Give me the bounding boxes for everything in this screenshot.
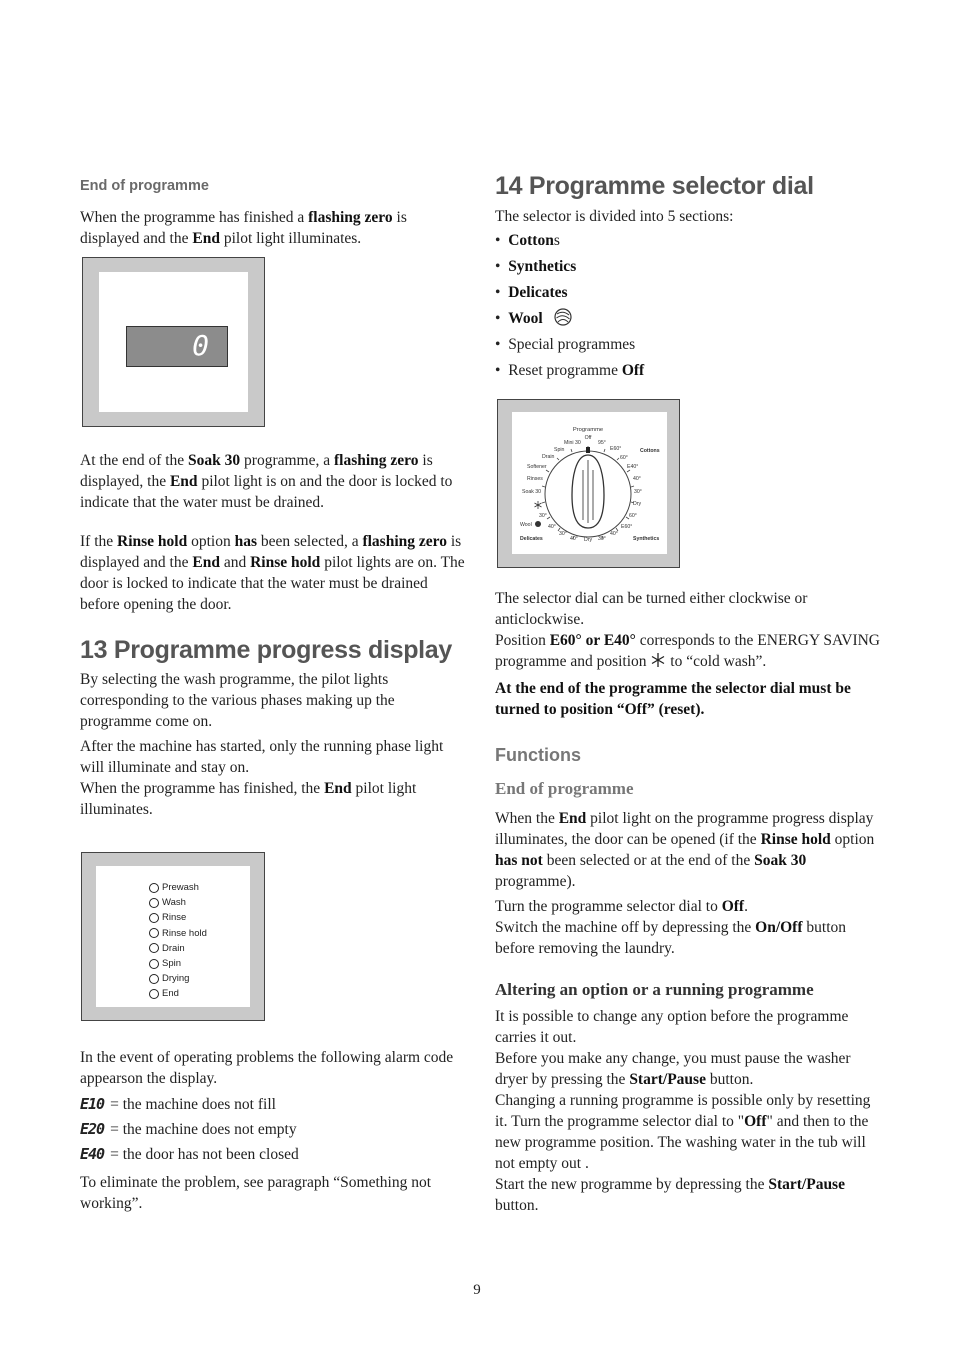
altering-heading: Altering an option or a running programme <box>495 980 814 999</box>
indicator-rinse-hold: Rinse hold <box>149 926 207 941</box>
list-item: • Synthetics <box>495 258 577 275</box>
end-of-programme-heading: End of programme <box>80 178 209 194</box>
end-door-paragraph: When the End pilot light on the programme progress display illuminates, the door can be opened (if the Rinse hold option has not been selected or at the end of the Soak 30 programme). <box>495 810 875 890</box>
alarm-list <box>80 1092 465 1167</box>
indicator-wash: Wash <box>149 895 207 910</box>
soak-paragraph: At the end of the Soak 30 programme, a flashing zero is displayed, the End pilot light is on and the door is locked to indicate that the water must be drained. <box>80 452 453 511</box>
selector-sections-list <box>495 228 880 384</box>
dial-label-drain: Drain <box>542 454 555 460</box>
section-13-paragraph-3: When the programme has finished, the End pilot light illuminates. <box>80 780 417 818</box>
dial-section-delicates: Delicates <box>520 536 543 542</box>
dial-label-s40: 40° <box>610 531 618 537</box>
wool-icon <box>553 307 573 327</box>
left-column-2 <box>80 450 465 820</box>
dial-label-dry: Dry <box>633 501 642 507</box>
section-14-title: 14 Programme selector dial <box>495 172 814 200</box>
dial-label-softener: Softener <box>527 464 547 470</box>
progress-display-panel <box>81 852 265 1021</box>
dial-label-rinses: Rinses <box>527 476 543 482</box>
eliminate-paragraph: To eliminate the problem, see paragraph “Something not working”. <box>80 1174 432 1212</box>
dial-label-d40b: 40° <box>570 536 578 542</box>
dial-label-60: 60° <box>620 455 628 461</box>
dial-label-s30b: 30° <box>598 536 606 542</box>
dial-label-s60: 60° <box>629 513 637 519</box>
cold-wash-icon <box>650 652 666 668</box>
altering-paragraph-1: It is possible to change any option before the programme carries it out. <box>495 1008 849 1046</box>
altering-paragraph-2: Before you make any change, you must pause the washer dryer by pressing the Start/Pause button. <box>495 1050 851 1088</box>
dial-label-e60: E60° <box>610 446 622 452</box>
alarm-code: E40 <box>80 1145 105 1163</box>
altering-paragraph-3: Changing a running programme is possible only by resetting it. Turn the programme selector dial to "Off" and then to the new programme position. The washing water in the tub will not empty out . <box>495 1092 871 1172</box>
page-number: 9 <box>473 1282 481 1298</box>
turn-off-paragraph: Turn the programme selector dial to Off. <box>495 898 748 915</box>
list-item: • Special programmes <box>495 336 636 353</box>
cold-wash-icon <box>535 501 542 509</box>
switch-off-paragraph: Switch the machine off by depressing the On/Off button before removing the laundry. <box>495 919 847 957</box>
indicator-rinse: Rinse <box>149 910 207 925</box>
alarm-code: E20 <box>80 1120 105 1138</box>
dial-label-40: 40° <box>633 476 641 482</box>
list-item: • Delicates <box>495 284 568 301</box>
left-column <box>80 176 465 249</box>
left-column-3 <box>80 1047 465 1214</box>
dial-section-synthetics: Synthetics <box>633 536 660 542</box>
alarm-row: E20 = the machine does not empty <box>80 1120 297 1138</box>
dial-title: Programme <box>572 427 604 433</box>
right-column <box>495 172 880 384</box>
dial-pointer <box>586 447 590 453</box>
section-13-paragraph-2: After the machine has started, only the running phase light will illuminate and stay on. <box>80 738 444 776</box>
functions-heading: Functions <box>495 745 581 765</box>
dial-label-wool: Wool <box>520 522 532 528</box>
list-item: • Wool <box>495 306 880 332</box>
section-13-paragraph-1: By selecting the wash programme, the pilot lights corresponding to the various phases making up the programme come on. <box>80 671 395 730</box>
indicator-spin: Spin <box>149 956 207 971</box>
dial-label-95: 95° <box>598 440 606 446</box>
dial-label-off: Off <box>584 435 592 441</box>
indicator-prewash: Prewash <box>149 880 207 895</box>
indicator-drying: Drying <box>149 971 207 986</box>
dial-section-cottons: Cottons <box>640 448 660 454</box>
dial-label-mini: Mini 30 <box>564 440 581 446</box>
selector-intro: The selector is divided into 5 sections: <box>495 208 734 225</box>
rinse-hold-paragraph: If the Rinse hold option has been selected, a flashing zero is displayed and the End and Rinse hold pilot lights are on. The door is locked to indicate that the water must be drained before opening the door. <box>80 533 465 613</box>
wool-small-icon <box>535 521 541 527</box>
lcd-digit: 0 <box>192 329 209 362</box>
turn-paragraph: The selector dial can be turned either clockwise or anticlockwise. <box>495 590 808 628</box>
energy-saving-paragraph: Position E60° or E40° corresponds to the ENERGY SAVING programme and position to “cold wash”. <box>495 632 880 670</box>
dial-label-30: 30° <box>634 489 642 495</box>
display-panel <box>82 257 265 427</box>
dial-label-soak: Soak 30 <box>522 489 542 495</box>
dial-label-dry2: Dry <box>584 537 593 543</box>
altering-paragraph-4: Start the new programme by depressing the Start/Pause button. <box>495 1176 845 1214</box>
dial-label-e60b: E60° <box>621 524 633 530</box>
right-column-2 <box>495 588 880 1216</box>
list-item: • Reset programme Off <box>495 362 645 379</box>
dial-label-e40: E40° <box>627 464 639 470</box>
selector-dial-panel <box>497 399 680 568</box>
end-paragraph: When the programme has finished a flashing zero is displayed and the End pilot light illuminates. <box>80 209 407 247</box>
dial-label-d30: 30° <box>559 531 567 537</box>
indicator-list <box>149 880 207 1002</box>
indicator-end: End <box>149 986 207 1001</box>
alarm-row: E40 = the door has not been closed <box>80 1145 299 1163</box>
lcd-display <box>126 326 228 367</box>
section-13-title: 13 Programme progress display <box>80 636 453 664</box>
dial-label-d40a: 40° <box>548 524 556 530</box>
alarm-intro: In the event of operating problems the following alarm code appearson the display. <box>80 1049 454 1087</box>
selector-dial-diagram <box>498 400 679 567</box>
end-of-programme-subheading: End of programme <box>495 779 634 798</box>
alarm-code: E10 <box>80 1095 105 1113</box>
dial-label-spin: Spin <box>554 447 565 453</box>
indicator-drain: Drain <box>149 941 207 956</box>
dial-label-s30: 30° <box>539 513 547 519</box>
alarm-row: E10 = the machine does not fill <box>80 1095 276 1113</box>
reset-instruction: At the end of the programme the selector dial must be turned to position “Off” (reset). <box>495 680 851 718</box>
list-item: • Cottons <box>495 232 560 249</box>
